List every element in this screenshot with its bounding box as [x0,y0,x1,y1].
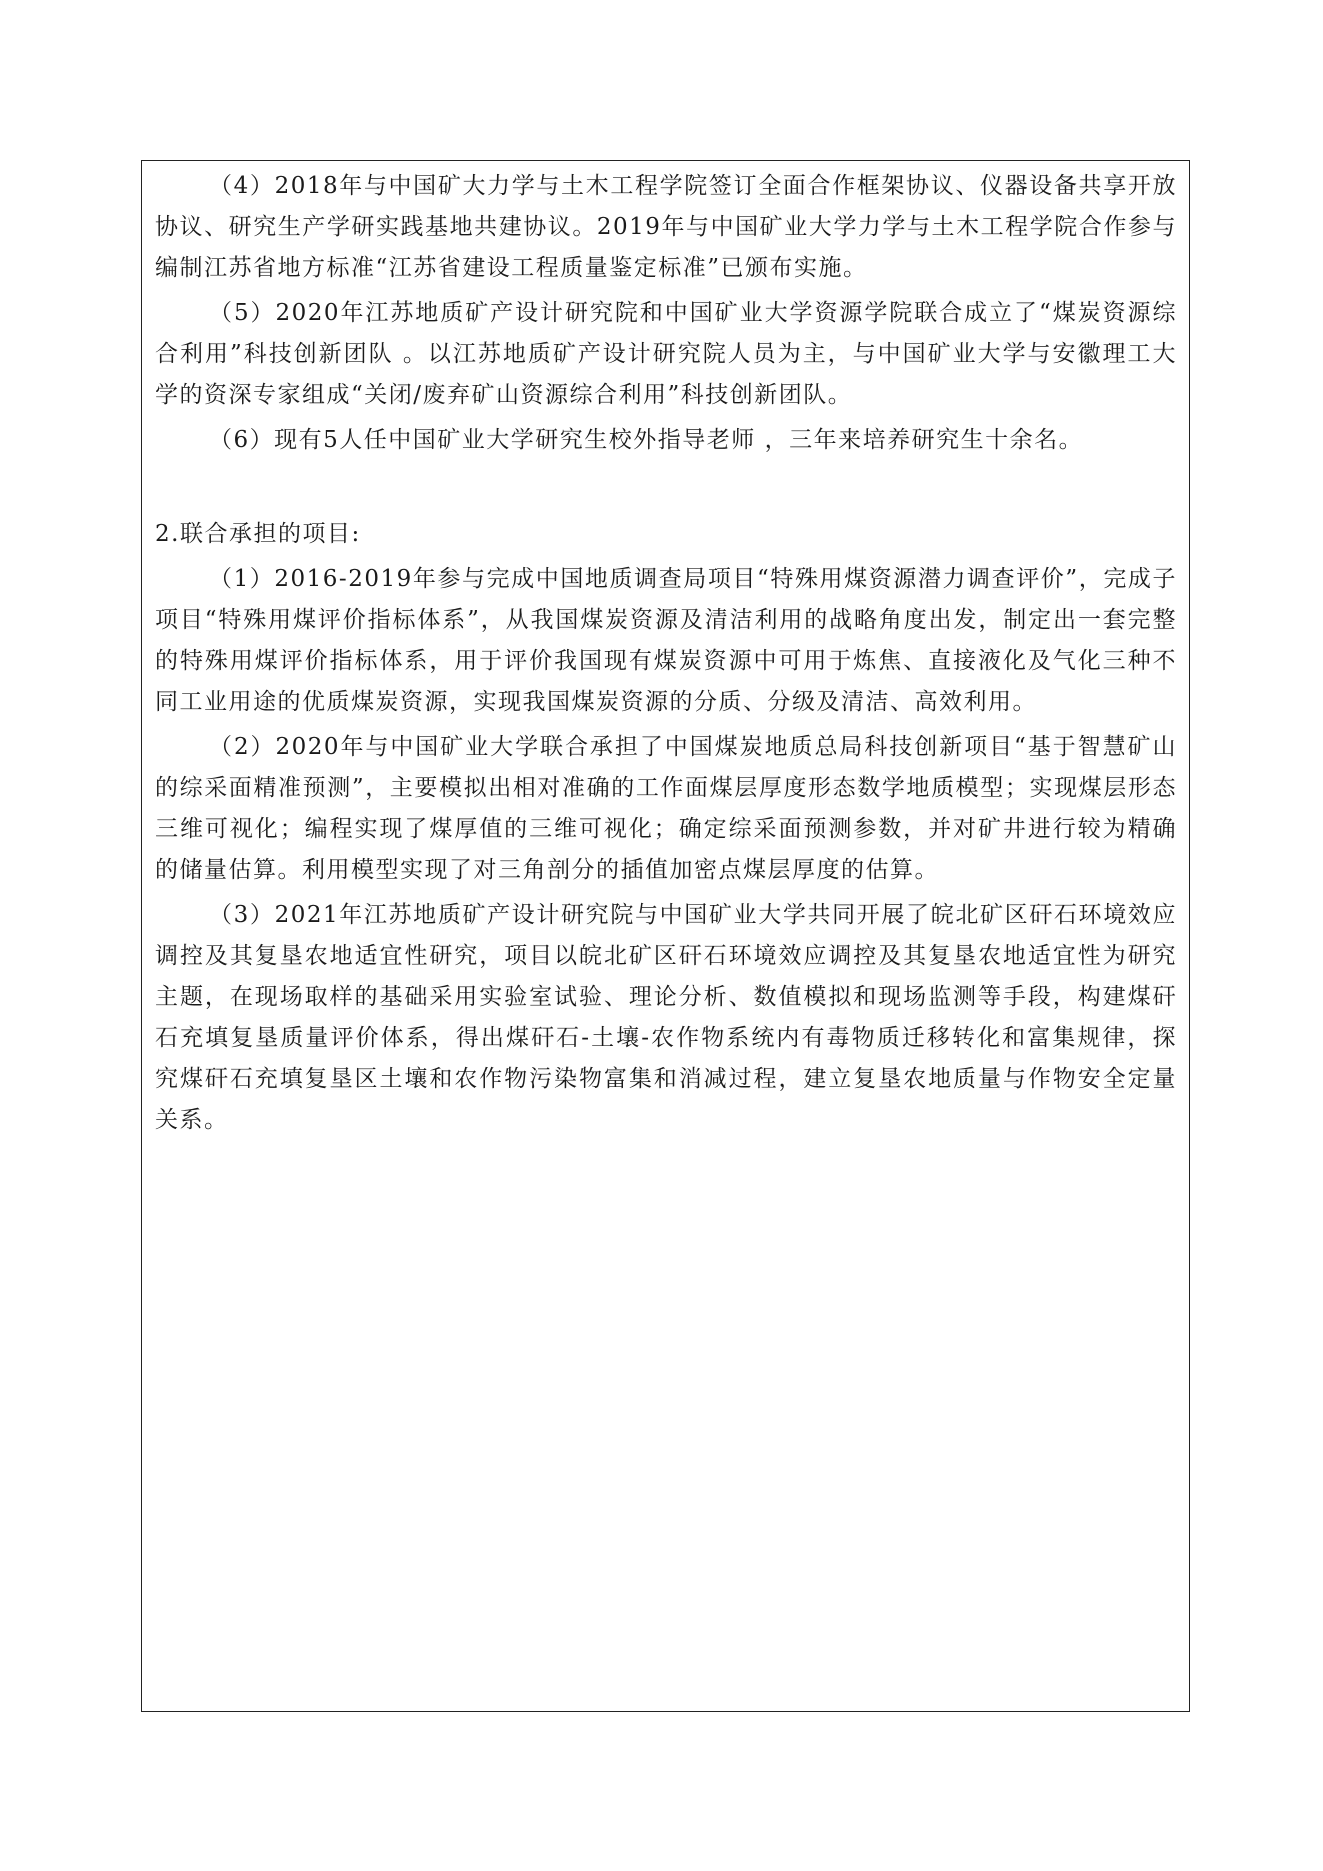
paragraph-cooperation-6: （6）现有5人任中国矿业大学研究生校外指导老师 ，三年来培养研究生十余名。 [209,427,1084,453]
paragraph-cooperation-4: （4）2018年与中国矿大力学与土木工程学院签订全面合作框架协议、仪器设备共享开放协议、研究生产学研实践基地共建协议。2019年与中国矿业大学力学与土木工程学院合作参与编制江苏省地方标准“江苏省建设工程质量鉴定标准”已颁布实施。 [155,173,1177,281]
section-spacer [155,465,1177,514]
paragraph-cooperation-5: （5）2020年江苏地质矿产设计研究院和中国矿业大学资源学院联合成立了“煤炭资源综合利用”科技创新团队 。以江苏地质矿产设计研究院人员为主，与中国矿业大学与安徽理工大学的资深专家组成“关闭/废弃矿山资源综合利用”科技创新团队。 [155,300,1177,408]
paragraph-project-2: （2）2020年与中国矿业大学联合承担了中国煤炭地质总局科技创新项目“基于智慧矿山的综采面精准预测”，主要模拟出相对准确的工作面煤层厚度形态数学地质模型；实现煤层形态三维可视化；编程实现了煤厚值的三维可视化；确定综采面预测参数，并对矿井进行较为精确的储量估算。利用模型实现了对三角剖分的插值加密点煤层厚度的估算。 [155,734,1177,883]
section-heading-joint-projects: 2.联合承担的项目: [155,521,361,547]
paragraph-project-3: （3）2021年江苏地质矿产设计研究院与中国矿业大学共同开展了皖北矿区矸石环境效应调控及其复垦农地适宜性研究，项目以皖北矿区矸石环境效应调控及其复垦农地适宜性为研究主题，在现场取样的基础采用实验室试验、理论分析、数值模拟和现场监测等手段，构建煤矸石充填复垦质量评价体系，得出煤矸石-土壤-农作物系统内有毒物质迁移转化和富集规律，探究煤矸石充填复垦区土壤和农作物污染物富集和消减过程，建立复垦农地质量与作物安全定量关系。 [155,902,1177,1133]
document-body [155,166,1177,1145]
paragraph-project-1: （1）2016-2019年参与完成中国地质调查局项目“特殊用煤资源潜力调查评价”，完成子项目“特殊用煤评价指标体系”，从我国煤炭资源及清洁利用的战略角度出发，制定出一套完整的特殊用煤评价指标体系，用于评价我国现有煤炭资源中可用于炼焦、直接液化及气化三种不同工业用途的优质煤炭资源，实现我国煤炭资源的分质、分级及清洁、高效利用。 [155,566,1177,715]
